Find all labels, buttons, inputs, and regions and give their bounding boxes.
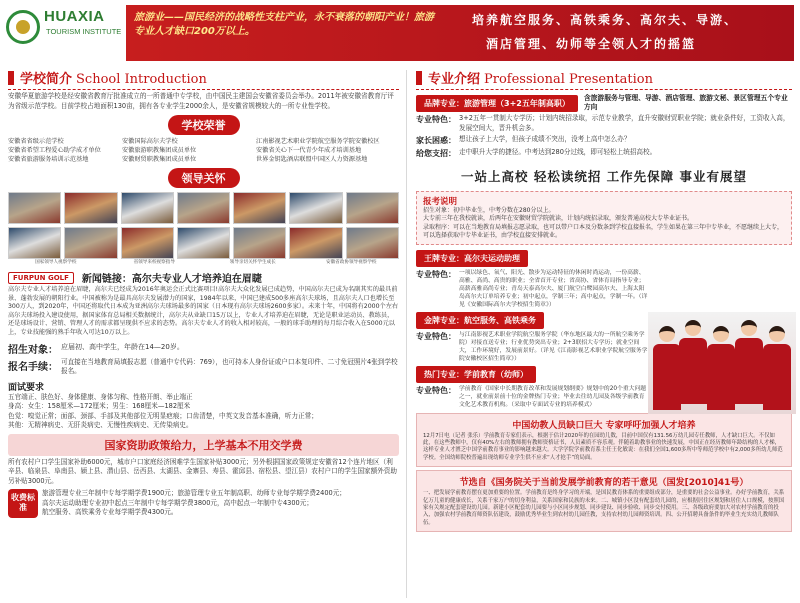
banner-slogan-right-1: 培养航空服务、高铁乘务、高尔夫、导游、 [472,13,739,27]
banner-slogan-left: 旅游业——国民经济的战略性支柱产业，永不衰落的朝阳产业！旅游专业人才缺口200万以上。 [134,12,434,37]
leaders-title: 领导关怀 [168,168,240,188]
interview-line: 五官端正、肤色好、身体健康、身体匀称、性格开朗、举止端正 [8,392,193,401]
brand-major-bar [416,94,792,112]
golf-major [416,250,648,309]
leaders-heading-wrap [8,167,399,188]
preschool-major-bar [416,366,648,383]
shortage-block [416,413,792,468]
photo [346,227,399,259]
photo [177,192,230,224]
fees-section [8,489,399,518]
report-line: 招生对象：初中毕业生，中考分数在280分以上。 [423,207,555,214]
preschool-features: 专业特色： 学前教育《国家中长期教育改革和发展规划纲要》规划中的20个重大问题之一，就业前景前十位的金牌热门专业；毕业去往幼儿园及各级学前教育文化艺术教育机构。（采取中专面试专业的培养模式） [416,385,647,408]
honor-item: 安徽省关心下一代青少年成才培训基地 [256,147,362,154]
interview-line: 色觉：嗅觉正常；面部、颈部、手部及其他部位无明显疤痕；口齿清楚，中英文发音基本准确，听力正常； [8,411,318,420]
aviation-major-bar [416,312,648,329]
logo-name: HUAXIA [44,8,105,25]
fee-line: 高尔夫运动助理专业初中起点三年制中专每学期学费3800元，高中起点一年制中专4300元； [42,498,313,507]
photo-gallery [8,192,399,259]
aviation-features: 专业特色： 与江南影视艺术职业学院航空服务学院（华东地区最大的一所航空乘务学院）对接直送专业；行业优势突出专业；2+3联招大专学历；就业空间大，工作环境好，发展前景好。（详见《江南影视艺术职业学院航空服务学院安徽校区招生简章》） [416,331,648,362]
interview-line: 身高：女生：158厘米—172厘米；男生：168厘米—182厘米 [8,402,191,411]
policy-body: 所有农村户口学生国家补助6000元，城市户口家庭经济困难学生国家补贴3000元；另外根据国家政策规定安徽省12个连片地区（利辛县、临泉县、阜南县、颍上县、潜山县、岳西县、太湖县、金寨县、寿县、霍邱县、宿松县、望江县）农村户口的学生国家额外资助另补贴3000元。 [8,457,398,485]
report-line: 录取程序：可以在当地教育局填报志愿录取，也可以带户口本及分数条到学校直接报名，学生如果在第三年中专毕业，不愿继续上大专，可以选择获取中专毕业证书，由学校直接安排就业。 [423,223,784,240]
left-column [0,66,405,603]
school-intro-title: 学校简介 School Introduction [20,72,207,87]
column-divider [406,70,407,598]
header [0,0,800,66]
report-title: 报考说明 [423,197,458,207]
majors-heading [416,68,792,90]
photo-captions [8,260,399,266]
photo-caption: 省领导来校视察指导 [133,260,175,265]
interview-section [8,380,399,431]
photo [233,227,286,259]
logo [6,6,124,62]
photo [289,192,342,224]
fee-line: 航空服务、高铁乘务专业每学期学费4300元。 [42,508,178,517]
school-intro-text: 安徽华夏旅游学校是经安徽省教育厅批准成立的一所普通中专学校，由中国民主建国会安徽省委员会举办。2011年被安徽省教育厅评为省级示范学校。目前学校占地面积130亩，拥有各专业学生2000余人，是安徽省规模较大的一所专业性学校。 [8,92,395,110]
state-policy-body: 一、把发展学前教育摆在更加重要的位置。学前教育是终身学习的开端，是国民教育体系的重要组成部分，是重要的社会公益事业。办好学前教育，关系亿万儿童的健康成长，关系千家万户的切身利益，关系国家和民族的未来。二、城镇小区没有配套幼儿园的，应根据居住区规划和居住人口规模，按照国家有关规定配套建设幼儿园。新建小区配套幼儿园要与小区同步规划、同步建设、同步验收、同步交付使用。三、各级政府要加大对农村学前教育的投入，加强农村学前教育师资队伍建设，鼓励优秀毕业生到农村幼儿园任教，支持农村幼儿园师资培训。四、公开招聘具备条件的毕业生充实幼儿教师队伍。 [423,490,785,526]
header-banner [126,5,794,61]
preschool-major [416,366,648,409]
golf-logo: FURPUN GOLF [8,272,74,284]
photo [121,192,174,224]
photo [8,192,61,224]
emblem-icon [6,10,40,44]
shortage-body: 12月7日电（记者 张乐）学前教育专家们表示，根据于估计2020年的在园幼儿数，目前中国仅有131.56万幼儿园专任教师，人才缺口巨大。不仅如此，在这些教师中，仅有40%左右的教师拥有教师资格证书，人员素质不容乐观。伴随着助教事业的快速发展，中国正在经历教师年龄结构的人才梯，这样专业人才匮乏中国学前教育事业的影响越来越大。大学学院学前教育系主任王化敏说：在我们全国1,600多所中等师范学校中有2,000多所幼儿师范学校。全国幼师院校普遍出现幼师专业学生供不应求“人才抢手”的局面。 [423,432,783,461]
news-body: 高尔夫专业人才培养迫在眉睫，高尔夫已经成为2016年奥运会正式比赛项目!高尔夫大众化发展已成趋势，中国高尔夫已成为名副其实的最具前景、蓬勃发展的朝阳行业。中国被称为是最具高尔夫发展潜力的国家，1984年以来，中国已建成500多座高尔夫球场，且高尔夫人口也增长至300万人，到2020年，中国还将取代日本成为亚洲高尔夫球场最多的国家（日本现有高尔夫球场2600多家）。未来十年，中国将有2000个左右高尔夫球场投入建设使用，据国家体育总局相关数据统计，高尔夫从业缺口15万以上，专业人才培养迫在眉睫，无论是职业运动员、教练员，还是球场设计、营销、管理人才的需求都呈现供不应求的态势。高尔夫专业人才的收入相对较高，一般的球手助理的每月综合收入在5000元以上，专业技能强的熟手年收入可达10万以上。 [8,286,399,336]
news-title: 新闻链接：高尔夫专业人才培养迫在眉睫 [81,274,262,285]
honor-item: 安徽国际高尔夫学校 [122,138,178,145]
honors-title: 学校荣誉 [168,115,240,135]
aviation-major-label: 金牌专业：航空服务、高铁乘务 [416,312,544,329]
news-heading [8,270,399,285]
preschool-major-label: 热门专业：学前教育（幼师） [416,366,536,383]
honor-item: 安徽旅游职教集团成员单位 [122,147,197,154]
enroll-procedure: 报名手续： 可直接在当地教育局填报志愿（普通中专代码：769），也可持本人身份证或户口本复印件、二寸免冠照片4张到学校报名。 [8,357,398,376]
photo [289,227,342,259]
report-notes [416,191,792,245]
interview-title: 面试要求 [8,382,45,393]
flight-attendants-photo [648,312,796,414]
shortage-title: 中国幼教人员缺口巨大 专家呼吁加强人才培养 [512,420,696,431]
photo-caption: 国家领导人视察学校 [35,260,77,265]
fees-lines [42,489,346,518]
brand-parents: 家长困惑： 想让孩子上大学，但孩子成绩不突出，没考上高中怎么办？ [416,135,631,145]
photo [64,227,117,259]
right-column [410,66,800,603]
brand-major-label: 品牌专业：旅游管理（3+2五年制高职） [416,95,578,112]
state-policy-title: 节选自《国务院关于当前发展学前教育的若干意见（国发[2010]41号） [459,478,749,489]
fees-tag: 收费标准 [8,489,38,518]
brand-major-extra: 含旅游服务与管理、导游、酒店管理、旅游文秘、景区管理五个专业方向 [583,94,788,111]
photo-caption: 领导亲切关怀学生成长 [229,260,276,265]
honor-item: 江南影视艺术职业学院航空服务学院安徽校区 [256,138,380,145]
honor-item: 安徽省旅游服务培训示范基地 [8,156,89,163]
fee-line: 旅游管理专业三年制中专每学期学费1900元；旅游管理专业五年制高职、幼师专业每学期学费2400元； [42,489,346,498]
brand-features: 专业特色： 3+2五年一贯制大专学历；计划内统招录取，示范专业教学，直升安徽财贸职业学院；就业条件好，工资收入高，发展空间大，晋升机会多。 [416,114,790,132]
photo [177,227,230,259]
photo-caption: 安徽省政协领导视察学校 [325,260,377,265]
brand-answer: 给您支招： 走中职升大学的捷径。中考达到280分过线，即可轻松上统招高校。 [416,148,657,158]
policy-section [8,434,399,487]
school-intro-heading [8,68,399,90]
majors-title: 专业介绍 Professional Presentation [428,72,653,87]
photo [121,227,174,259]
golf-major-bar [416,250,648,267]
honors-heading-wrap [8,114,399,135]
photo [64,192,117,224]
logo-subtitle: TOURISM INSTITUTE [46,27,122,36]
photo [8,227,61,259]
golf-major-label: 王牌专业：高尔夫运动助理 [416,250,528,267]
slogan: 一站上高校 轻松读统招 工作先保障 事业有展望 [460,169,748,184]
aviation-major [416,312,648,363]
photo [346,192,399,224]
enroll-target: 招生对象： 应届初、高中学生，年龄在14—20岁。 [8,342,184,356]
honors-list [8,137,399,164]
honor-item: 安徽省省级示范学校 [8,138,64,145]
banner-slogan-right-2: 酒店管理、幼师等全领人才的摇篮 [486,37,697,51]
golf-features: 专业特色： 一项以绿色、氧气、阳光、散步为运动特征的休闲时尚运动，一份高薪、高雅、高尚、高贵的职业；全省首开专业；省高协、省体育局指导专业；高薪高雅高尚专业；青岛天泰高尔夫、厦门航空白鹭园高尔夫、上海太阳岛高尔夫订单培养专业；初中起点，学制三年；高中起点，学制一年。（详见《安徽国际高尔夫学校招生简章》） [416,269,648,308]
interview-line: 其他：无精神病史、无肝炎病史、无慢性疾病史、无传染病史。 [8,421,193,430]
state-policy-block [416,470,792,532]
photo [233,192,286,224]
honor-item: 世界金钥匙酒店联盟中国区人力资源基地 [256,156,368,163]
honor-item: 安徽财贸职教集团成员单位 [122,156,197,163]
honor-item: 安徽省希望工程爱心助学成才单位 [8,147,101,154]
report-line: 大专前三年在我校就读，后两年在安徽财贸学院就读，计划内统招录取，颁发普通高校大专毕业证书。 [423,215,694,223]
policy-title: 国家资助政策给力，上学基本不用交学费 [8,434,399,456]
